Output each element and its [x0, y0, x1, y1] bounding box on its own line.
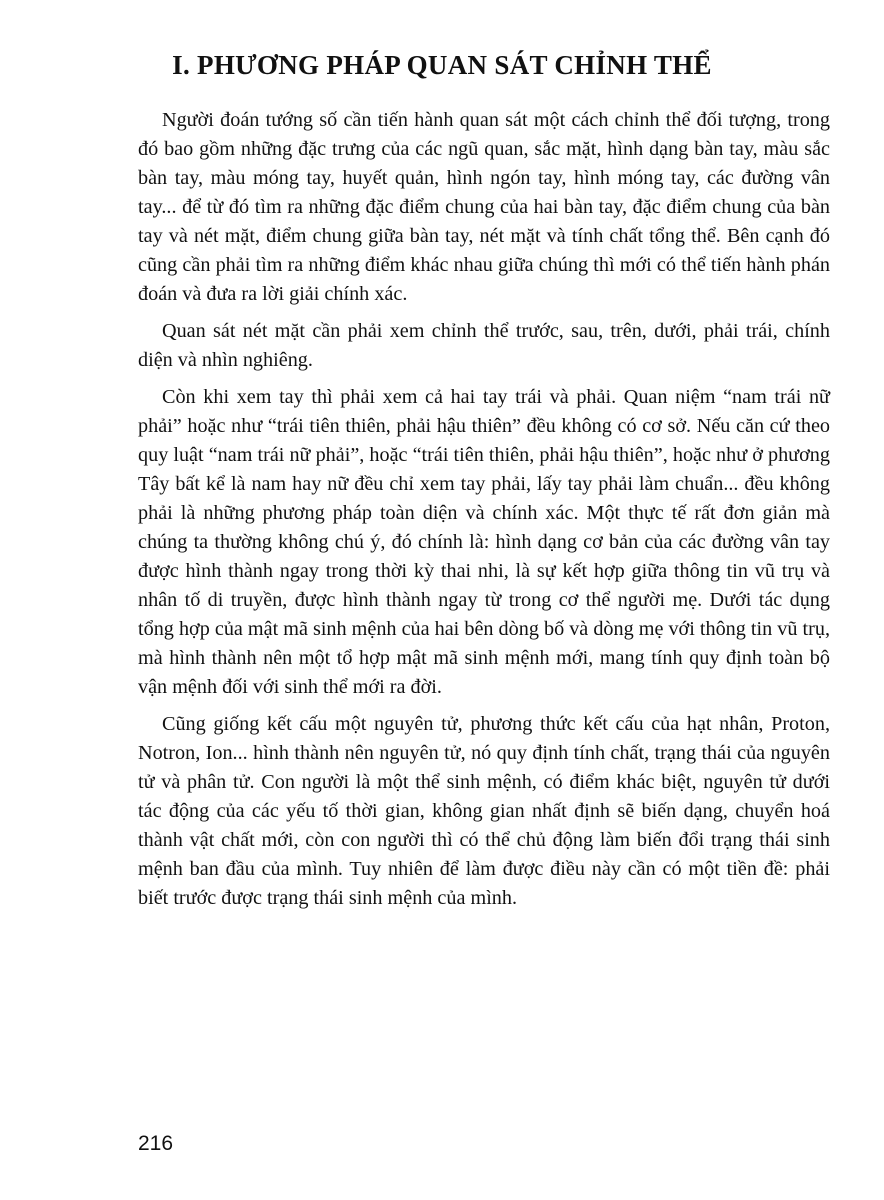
page-number: 216 [138, 1132, 174, 1155]
paragraph-3: Còn khi xem tay thì phải xem cả hai tay trái và phải. Quan niệm “nam trái nữ phải” hoặc như “trái tiên thiên, phải hậu thiên” đều không có cơ sở. Nếu căn cứ theo quy luật “nam trái nữ phải”, hoặc “trái tiên thiên, phải hậu thiên”, hoặc như ở phương Tây bất kể là nam hay nữ đều chỉ xem tay phải, lấy tay phải làm chuẩn... đều không phải là những phương pháp toàn diện và chính xác. Một thực tế rất đơn giản mà chúng ta thường không chú ý, đó chính là: hình dạng cơ bản của các đường vân tay được hình thành ngay trong thời kỳ thai nhi, là sự kết hợp giữa thông tin vũ trụ và nhân tố di truyền, được hình thành ngay từ trong cơ thể người mẹ. Dưới tác dụng tổng hợp của mật mã sinh mệnh của hai bên dòng bố và dòng mẹ với thông tin vũ trụ, mà hình thành nên một tổ hợp mật mã sinh mệnh mới, mang tính quy định toàn bộ vận mệnh đối với sinh thể mới ra đời. [138, 386, 830, 698]
paragraph-4: Cũng giống kết cấu một nguyên tử, phương thức kết cấu của hạt nhân, Proton, Notron, Ion... hình thành nên nguyên tử, nó quy định tính chất, trạng thái của nguyên tử và phân tử. Con người là một thể sinh mệnh, có điểm khác biệt, nguyên tử dưới tác động của các yếu tố thời gian, không gian nhất định sẽ biến dạng, chuyển hoá thành vật chất mới, còn con người thì có thể chủ động làm biến đổi trạng thái sinh mệnh ban đầu của mình. Tuy nhiên để làm được điều này cần có một tiền đề: phải biết trước được trạng thái sinh mệnh của mình. [138, 713, 830, 909]
paragraph-2: Quan sát nét mặt cần phải xem chỉnh thể trước, sau, trên, dưới, phải trái, chính diện và nhìn nghiêng. [138, 320, 830, 371]
section-title: I. PHƯƠNG PHÁP QUAN SÁT CHỈNH THỂ [172, 50, 712, 80]
paragraph-1: Người đoán tướng số cần tiến hành quan sát một cách chỉnh thể đối tượng, trong đó bao gồm những đặc trưng của các ngũ quan, sắc mặt, hình dạng bàn tay, màu sắc bàn tay, màu móng tay, huyết quản, hình ngón tay, hình móng tay, các đường vân tay... để từ đó tìm ra những đặc điểm chung của hai bàn tay, đặc điểm chung của bàn tay và nét mặt, điểm chung giữa bàn tay, nét mặt và tính chất tổng thể. Bên cạnh đó cũng cần phải tìm ra những điểm khác nhau giữa chúng thì mới có thể tiến hành phán đoán và đưa ra lời giải chính xác. [138, 109, 830, 305]
body-text [138, 106, 830, 921]
